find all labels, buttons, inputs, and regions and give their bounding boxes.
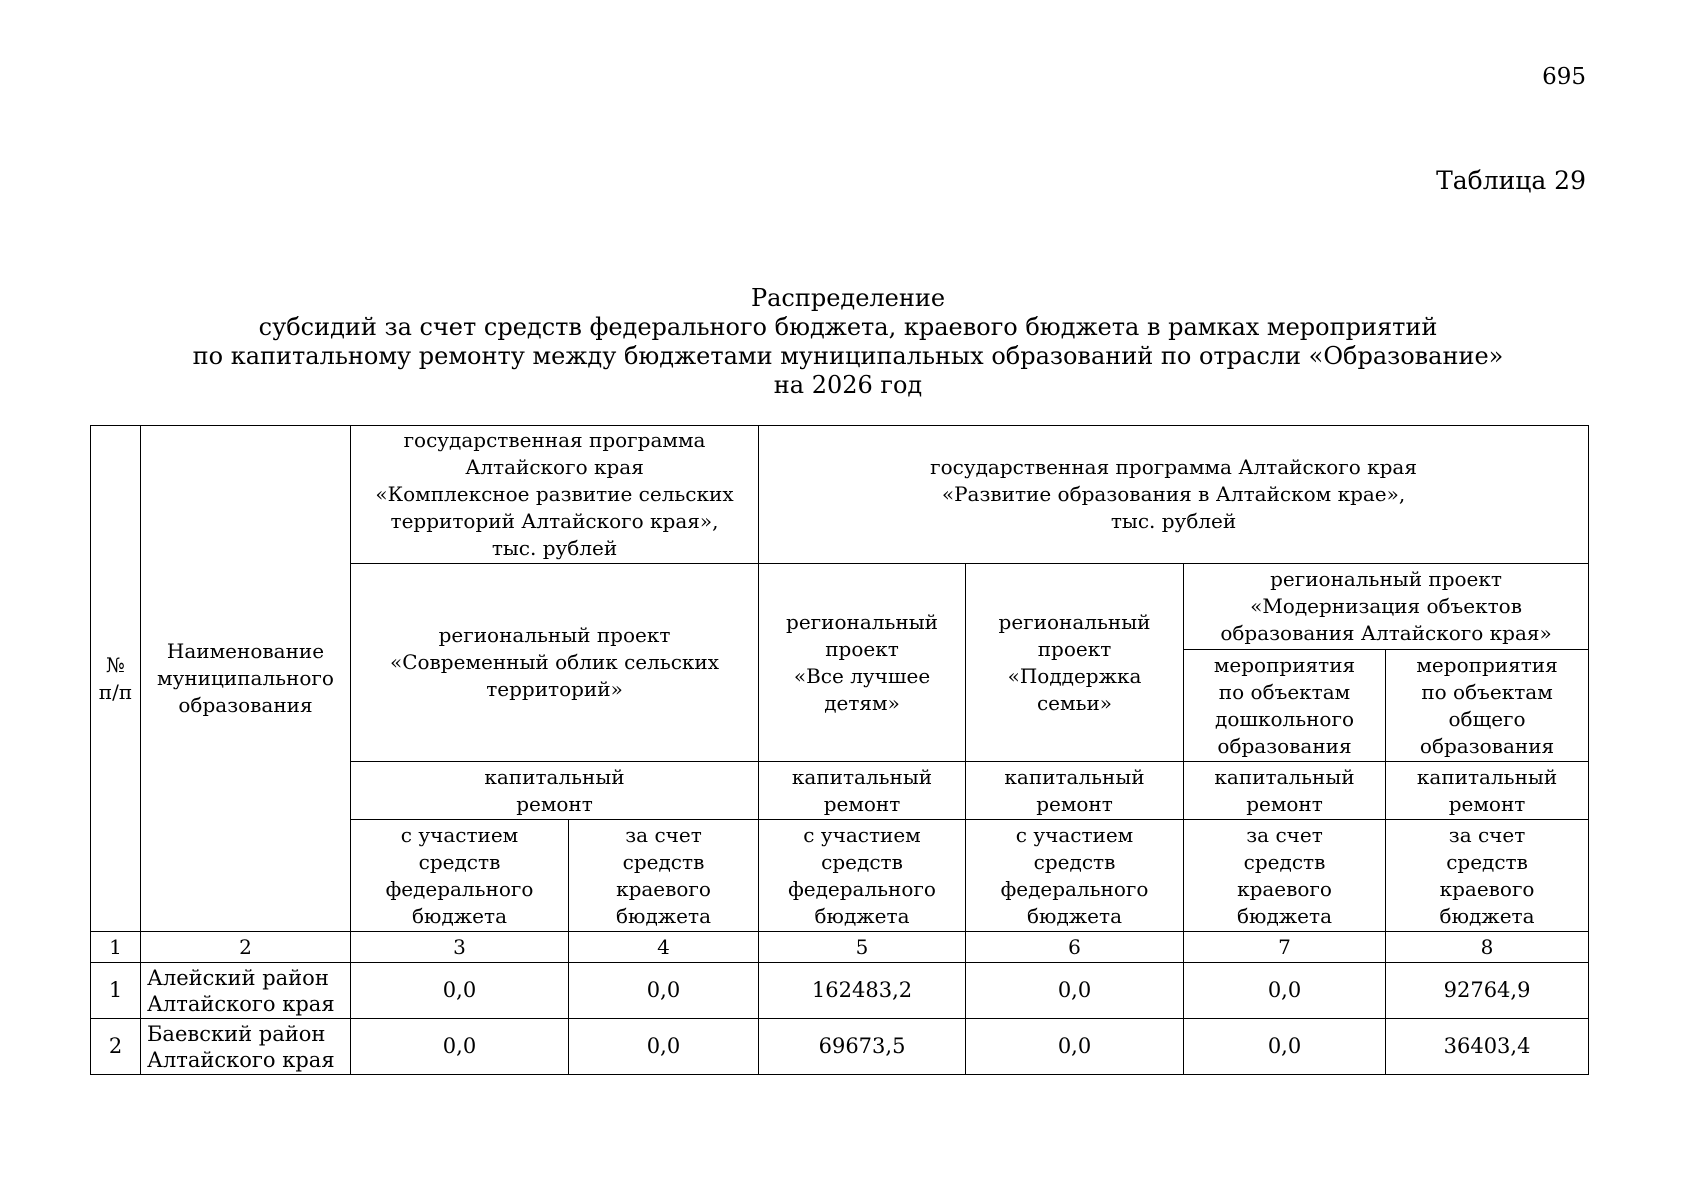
table-row xyxy=(91,963,1589,1019)
header-program-rural: государственная программа Алтайского края «Комплексное развитие сельских территорий Алтайского края», тыс. рублей xyxy=(351,426,759,564)
header-source-federal: с участием средств федерального бюджета xyxy=(966,820,1184,932)
header-sub-preschool: мероприятия по объектам дошкольного образования xyxy=(1184,650,1386,762)
column-number: 5 xyxy=(759,932,966,963)
header-repair: капитальный ремонт xyxy=(351,762,759,820)
header-project-rural: региональный проект «Современный облик сельских территорий» xyxy=(351,564,759,762)
column-number: 4 xyxy=(569,932,759,963)
header-source-regional: за счет средств краевого бюджета xyxy=(1386,820,1589,932)
column-number: 2 xyxy=(141,932,351,963)
table-cell: 0,0 xyxy=(1184,963,1386,1019)
header-source-federal: с участием средств федерального бюджета xyxy=(351,820,569,932)
column-number: 8 xyxy=(1386,932,1589,963)
title-line: Распределение xyxy=(750,284,946,312)
header-program-education: государственная программа Алтайского края «Развитие образования в Алтайском крае», тыс. рублей xyxy=(759,426,1589,564)
title-line: субсидий за счет средств федерального бюджета, краевого бюджета в рамках мероприятий xyxy=(258,313,1438,341)
column-number: 1 xyxy=(91,932,141,963)
subsidy-table xyxy=(90,425,1589,1075)
header-repair: капитальный ремонт xyxy=(759,762,966,820)
column-number: 7 xyxy=(1184,932,1386,963)
header-sub-general: мероприятия по объектам общего образования xyxy=(1386,650,1589,762)
header-source-federal: с участием средств федерального бюджета xyxy=(759,820,966,932)
title-line: по капитальному ремонту между бюджетами муниципальных образований по отрасли «Образование» xyxy=(192,342,1504,370)
header-col-name: Наименование муниципального образования xyxy=(141,426,351,932)
table-cell: 0,0 xyxy=(966,963,1184,1019)
table-cell: 0,0 xyxy=(569,1019,759,1075)
row-number: 1 xyxy=(91,963,141,1019)
row-number: 2 xyxy=(91,1019,141,1075)
header-project-family: региональный проект «Поддержка семьи» xyxy=(966,564,1184,762)
header-repair: капитальный ремонт xyxy=(1184,762,1386,820)
table-cell: 0,0 xyxy=(966,1019,1184,1075)
document-title xyxy=(0,284,1696,400)
table-label: Таблица 29 xyxy=(1436,166,1586,195)
header-col-num: № п/п xyxy=(91,426,141,932)
table-row xyxy=(91,1019,1589,1075)
header-project-modernization: региональный проект «Модернизация объектов образования Алтайского края» xyxy=(1184,564,1589,650)
column-number-row xyxy=(91,932,1589,963)
table-cell: 0,0 xyxy=(569,963,759,1019)
header-source-regional: за счет средств краевого бюджета xyxy=(1184,820,1386,932)
table-cell: 162483,2 xyxy=(759,963,966,1019)
column-number: 6 xyxy=(966,932,1184,963)
table-cell: 0,0 xyxy=(351,963,569,1019)
page-number: 695 xyxy=(1542,64,1586,90)
municipality-name: Алейский район Алтайского края xyxy=(141,963,351,1019)
table-cell: 0,0 xyxy=(1184,1019,1386,1075)
title-line: на 2026 год xyxy=(773,371,923,399)
header-repair: капитальный ремонт xyxy=(966,762,1184,820)
table-cell: 92764,9 xyxy=(1386,963,1589,1019)
table-cell: 36403,4 xyxy=(1386,1019,1589,1075)
table-cell: 0,0 xyxy=(351,1019,569,1075)
header-project-children: региональный проект «Все лучшее детям» xyxy=(759,564,966,762)
municipality-name: Баевский район Алтайского края xyxy=(141,1019,351,1075)
table-cell: 69673,5 xyxy=(759,1019,966,1075)
column-number: 3 xyxy=(351,932,569,963)
header-source-regional: за счет средств краевого бюджета xyxy=(569,820,759,932)
header-repair: капитальный ремонт xyxy=(1386,762,1589,820)
